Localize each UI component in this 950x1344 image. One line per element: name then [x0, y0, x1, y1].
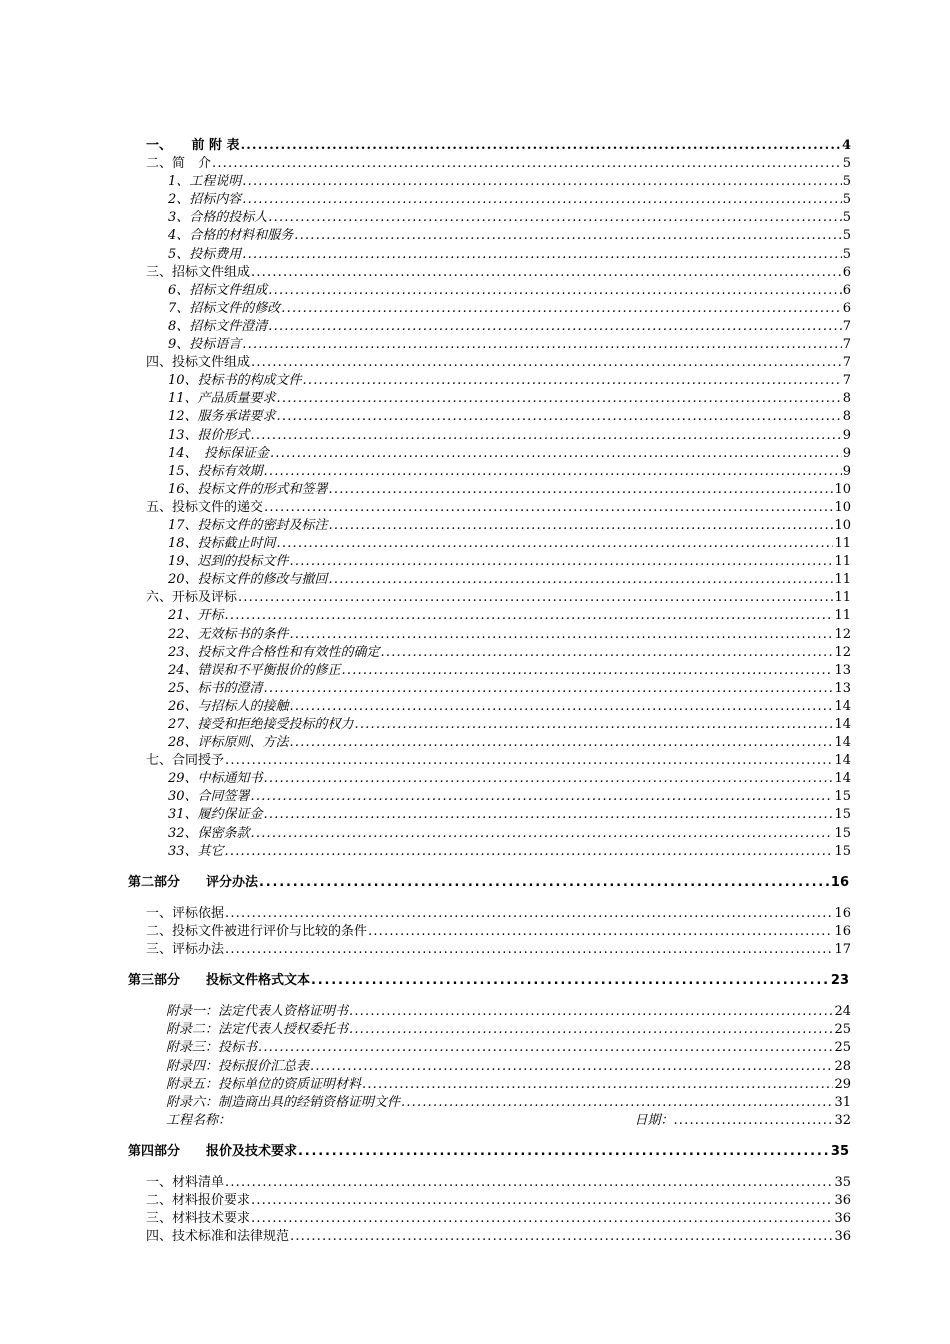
toc-dot-leader [264, 463, 842, 481]
toc-entry-page: 7 [842, 373, 851, 389]
toc-dot-leader [303, 372, 842, 390]
toc-entry-page: 7 [842, 337, 851, 353]
toc-dot-leader [242, 336, 841, 354]
toc-entry-page: 16 [834, 905, 851, 921]
toc-entry-part-4[interactable] [0, 1143, 849, 1161]
toc-entry-title: 二、材料报价要求 [146, 1193, 251, 1209]
toc-entry[interactable] [0, 535, 851, 553]
toc-entry-page: 15 [834, 843, 851, 859]
toc-entry-title: 第四部分 报价及技术要求 [128, 1143, 298, 1159]
toc-entry[interactable] [0, 427, 851, 445]
toc-entry-title: 6、招标文件组成 [168, 282, 268, 298]
toc-entry-title: 21、开标 [168, 608, 224, 624]
toc-entry-title: 16、投标文件的形式和签署 [168, 481, 328, 497]
toc-dot-leader [673, 1112, 833, 1130]
toc-entry-title: 28、评标原则、方法 [168, 735, 289, 751]
toc-dot-leader [268, 209, 841, 227]
toc-entry-title: 一、 前 附 表 [146, 138, 240, 153]
toc-entry-title: 工程名称： [166, 1112, 232, 1128]
toc-entry-page: 35 [830, 1143, 849, 1159]
toc-entry-title: 12、服务承诺要求 [168, 409, 276, 425]
toc-entry-title: 26、与招标人的接触 [168, 698, 289, 714]
toc-entry[interactable] [0, 662, 851, 680]
toc-entry[interactable] [0, 517, 851, 535]
toc-dot-leader [251, 264, 842, 282]
toc-entry[interactable] [0, 1076, 851, 1094]
toc-entry[interactable] [0, 445, 851, 463]
toc-entry-page: 16 [834, 923, 851, 939]
toc-dot-leader [242, 191, 841, 209]
toc-dot-leader [355, 716, 834, 734]
toc-dot-leader [241, 137, 841, 155]
toc-entry-title: 一、评标依据 [146, 905, 225, 921]
toc-entry-title: 27、接受和拒绝接受投标的权力 [168, 717, 354, 732]
toc-entry-section-5[interactable] [0, 499, 851, 517]
toc-entry[interactable] [0, 923, 851, 941]
toc-entry-title: 三、评标办法 [146, 942, 225, 958]
toc-entry-title: 23、投标文件合格性和有效性的确定 [168, 644, 380, 660]
toc-entry-title: 13、报价形式 [168, 427, 250, 443]
toc-dot-leader [251, 788, 834, 806]
toc-entry-title: 二、简 介 [146, 156, 212, 172]
toc-entry-section-2[interactable] [0, 155, 851, 173]
toc-dot-leader [329, 517, 834, 535]
toc-entry-page: 24 [834, 1004, 851, 1020]
toc-entry-title: 5、投标费用 [168, 246, 242, 262]
toc-entry-title: 附录四：投标报价汇总表 [166, 1058, 310, 1074]
toc-entry[interactable] [0, 246, 851, 264]
toc-entry[interactable] [0, 1058, 851, 1076]
toc-entry[interactable] [0, 336, 851, 354]
toc-dot-leader [264, 770, 834, 788]
toc-dot-leader [281, 300, 841, 318]
toc-entry[interactable] [0, 1210, 851, 1228]
toc-entry-page: 36 [834, 1211, 851, 1227]
toc-entry[interactable] [0, 1094, 851, 1112]
toc-entry-page: 28 [834, 1058, 851, 1074]
toc-dot-leader [251, 427, 842, 445]
toc-entry-page: 9 [842, 427, 851, 443]
toc-entry-section-7[interactable] [0, 752, 851, 770]
toc-entry-page: 11 [834, 608, 851, 624]
toc-entry-page: 36 [834, 1193, 851, 1209]
toc-entry-page: 36 [834, 1229, 851, 1245]
toc-entry[interactable] [0, 1192, 851, 1210]
toc-dot-leader [349, 1003, 833, 1021]
toc-dot-leader [290, 1228, 833, 1246]
toc-entry[interactable] [0, 734, 851, 752]
toc-entry-page: 11 [834, 536, 851, 552]
toc-entry-page: 13 [834, 662, 851, 678]
toc-entry[interactable] [0, 318, 851, 336]
toc-dot-leader [401, 1094, 833, 1112]
toc-entry-page: 31 [834, 1094, 851, 1110]
toc-entry-page: 14 [834, 771, 851, 787]
toc-dot-leader [264, 806, 834, 824]
toc-entry-section-4[interactable] [0, 354, 851, 372]
toc-dot-leader [268, 282, 841, 300]
toc-entry-title: 25、标书的澄清 [168, 680, 263, 696]
toc-entry-title: 29、中标通知书 [168, 771, 263, 787]
toc-entry[interactable] [0, 788, 851, 806]
toc-entry-page: 5 [842, 156, 851, 172]
toc-dot-leader [277, 535, 834, 553]
toc-entry-title: 20、投标文件的修改与撤回 [168, 572, 328, 588]
toc-dot-leader [381, 644, 834, 662]
toc-entry-title: 15、投标有效期 [168, 463, 263, 479]
toc-entry-title: 2、招标内容 [168, 192, 242, 208]
toc-entry[interactable] [0, 372, 851, 390]
toc-entry-page: 7 [842, 355, 851, 371]
toc-entry-page: 7 [842, 318, 851, 334]
toc-dot-leader [212, 155, 842, 173]
toc-dot-leader [258, 1039, 833, 1057]
toc-entry-part-2[interactable] [0, 874, 849, 892]
toc-entry[interactable] [0, 698, 851, 716]
toc-entry-page: 11 [834, 554, 851, 570]
toc-entry-page: 23 [830, 973, 849, 989]
toc-entry[interactable] [0, 282, 851, 300]
toc-dot-leader [310, 1058, 833, 1076]
toc-entry-title: 四、投标文件组成 [146, 355, 251, 371]
toc-entry-page: 4 [841, 138, 851, 153]
toc-entry-title: 22、无效标书的条件 [168, 626, 289, 642]
toc-entry-page: 10 [834, 517, 851, 533]
toc-entry-page: 32 [834, 1112, 851, 1128]
toc-dot-leader [251, 1192, 833, 1210]
toc-dot-leader [225, 941, 833, 959]
toc-entry[interactable] [0, 843, 851, 861]
toc-entry-part-3[interactable] [0, 972, 849, 990]
toc-entry-page: 25 [834, 1040, 851, 1056]
toc-entry-title: 3、合格的投标人 [168, 210, 268, 226]
toc-entry-section-1[interactable] [0, 137, 851, 155]
toc-entry[interactable] [0, 644, 851, 662]
toc-entry[interactable] [0, 209, 851, 227]
toc-dot-leader [225, 905, 833, 923]
toc-entry[interactable] [0, 553, 851, 571]
toc-dot-leader [264, 499, 833, 517]
toc-entry-title: 七、合同授予 [146, 753, 225, 769]
toc-dot-leader [270, 445, 842, 463]
toc-entry-page: 29 [834, 1076, 851, 1092]
toc-entry-title: 四、技术标准和法律规范 [146, 1229, 290, 1245]
toc-dot-leader [290, 553, 834, 571]
toc-dot-leader [329, 571, 834, 589]
toc-entry[interactable] [0, 390, 851, 408]
toc-entry-page: 10 [834, 499, 851, 515]
toc-dot-leader [225, 843, 834, 861]
toc-dot-leader [349, 1021, 833, 1039]
toc-entry-title: 六、开标及评标 [146, 590, 238, 606]
toc-dot-leader [242, 173, 841, 191]
toc-entry-title: 17、投标文件的密封及标注 [168, 517, 328, 533]
toc-entry[interactable] [0, 1174, 851, 1192]
toc-entry-title: 18、投标截止时间 [168, 536, 276, 552]
toc-entry-title: 10、投标书的构成文件 [168, 373, 302, 389]
toc-entry-page: 6 [842, 264, 851, 280]
toc-entry[interactable] [0, 905, 851, 923]
toc-dot-leader [342, 662, 834, 680]
toc-entry[interactable] [0, 1039, 851, 1057]
toc-entry-page: 11 [834, 572, 851, 588]
toc-entry[interactable] [0, 300, 851, 318]
toc-entry-page: 35 [834, 1174, 851, 1190]
toc-entry-title: 附录五：投标单位的资质证明材料 [166, 1076, 362, 1092]
toc-entry-title: 附录三：投标书 [166, 1040, 258, 1056]
toc-entry-page: 8 [842, 391, 851, 407]
toc-entry-title: 三、材料技术要求 [146, 1211, 251, 1227]
toc-entry[interactable] [0, 770, 851, 788]
toc-dot-leader [238, 589, 833, 607]
toc-entry-title: 8、招标文件澄清 [168, 318, 268, 334]
toc-entry-page: 11 [834, 590, 851, 606]
toc-entry-title: 二、投标文件被进行评价与比较的条件 [146, 923, 368, 939]
toc-entry-page: 14 [834, 735, 851, 751]
toc-entry-title: 第三部分 投标文件格式文本 [128, 973, 311, 989]
toc-entry[interactable] [0, 941, 851, 959]
toc-entry[interactable] [0, 1003, 851, 1021]
toc-dot-leader [242, 246, 841, 264]
toc-dot-leader [259, 874, 830, 892]
toc-entry-page: 25 [834, 1022, 851, 1038]
toc-entry-project-name-date[interactable] [0, 1112, 851, 1130]
toc-entry-page: 12 [834, 626, 851, 642]
toc-entry[interactable] [0, 1021, 851, 1039]
toc-entry-title: 32、保密条款 [168, 825, 250, 841]
toc-entry-title: 4、合格的材料和服务 [168, 228, 294, 244]
toc-entry-page: 14 [834, 753, 851, 769]
toc-entry-section-3[interactable] [0, 264, 851, 282]
toc-entry-title: 19、迟到的投标文件 [168, 554, 289, 570]
toc-entry-page: 10 [834, 481, 851, 497]
toc-entry[interactable] [0, 716, 851, 734]
toc-entry-title: 第二部分 评分办法 [128, 874, 259, 890]
toc-dot-leader [264, 680, 834, 698]
toc-dot-leader [225, 1174, 833, 1192]
toc-entry[interactable] [0, 463, 851, 481]
toc-entry[interactable] [0, 806, 851, 824]
toc-entry-title: 31、履约保证金 [168, 807, 263, 823]
toc-entry-title: 附录二：法定代表人授权委托书 [166, 1022, 349, 1038]
toc-entry-page: 16 [830, 874, 849, 890]
toc-entry[interactable] [0, 626, 851, 644]
toc-dot-leader [277, 390, 842, 408]
toc-dot-leader [251, 825, 834, 843]
toc-entry-page: 5 [842, 228, 851, 244]
table-of-contents [0, 137, 950, 1246]
toc-entry-page: 15 [834, 825, 851, 841]
toc-dot-leader [277, 408, 842, 426]
toc-entry-page: 5 [842, 192, 851, 208]
toc-dot-leader [251, 1210, 833, 1228]
toc-entry-page: 6 [842, 282, 851, 298]
toc-dot-leader [329, 481, 834, 499]
toc-entry-page: 5 [842, 210, 851, 226]
toc-entry-page: 6 [842, 300, 851, 316]
toc-entry[interactable] [0, 680, 851, 698]
toc-entry-page: 15 [834, 789, 851, 805]
toc-entry-title: 9、投标语言 [168, 337, 242, 353]
toc-entry-title: 33、其它 [168, 843, 224, 859]
toc-dot-leader [311, 972, 830, 990]
toc-entry-title: 1、工程说明 [168, 174, 242, 190]
toc-entry-title: 24、错误和不平衡报价的修正 [168, 662, 341, 678]
toc-entry-page: 8 [842, 409, 851, 425]
toc-dot-leader [268, 318, 841, 336]
toc-entry-title: 五、投标文件的递交 [146, 499, 264, 515]
toc-dot-leader [290, 734, 834, 752]
toc-entry-page: 12 [834, 644, 851, 660]
toc-entry-page: 14 [834, 698, 851, 714]
toc-entry-page: 17 [834, 942, 851, 958]
toc-entry-title: 14、 投标保证金 [168, 445, 270, 461]
toc-entry[interactable] [0, 481, 851, 499]
toc-entry-date-label: 日期： [634, 1112, 674, 1128]
toc-entry[interactable] [0, 1228, 851, 1246]
toc-entry-page: 14 [834, 717, 851, 732]
toc-entry-title: 附录一：法定代表人资格证明书 [166, 1004, 349, 1020]
toc-dot-leader [362, 1076, 833, 1094]
toc-entry[interactable] [0, 408, 851, 426]
toc-entry-title: 附录六：制造商出具的经销资格证明文件 [166, 1094, 401, 1110]
toc-entry[interactable] [0, 825, 851, 843]
toc-entry-title: 7、招标文件的修改 [168, 300, 281, 316]
toc-entry[interactable] [0, 227, 851, 245]
toc-entry-title: 三、招标文件组成 [146, 264, 251, 280]
toc-entry-page: 5 [842, 246, 851, 262]
toc-entry[interactable] [0, 173, 851, 191]
toc-dot-leader [290, 698, 834, 716]
toc-dot-leader [225, 607, 834, 625]
toc-entry-page: 15 [834, 807, 851, 823]
toc-dot-leader [294, 227, 841, 245]
toc-entry-page: 13 [834, 680, 851, 696]
toc-dot-leader [298, 1143, 830, 1161]
toc-entry-title: 11、产品质量要求 [168, 391, 276, 407]
toc-entry-page: 9 [842, 463, 851, 479]
toc-entry-page: 5 [842, 174, 851, 190]
toc-entry-section-6[interactable] [0, 589, 851, 607]
toc-entry[interactable] [0, 191, 851, 209]
toc-entry-title: 一、材料清单 [146, 1174, 225, 1190]
toc-entry-page: 9 [842, 445, 851, 461]
toc-dot-leader [225, 752, 833, 770]
toc-entry[interactable] [0, 607, 851, 625]
toc-dot-leader [251, 354, 842, 372]
toc-entry[interactable] [0, 571, 851, 589]
toc-dot-leader [290, 626, 834, 644]
toc-dot-leader [368, 923, 833, 941]
toc-entry-title: 30、合同签署 [168, 789, 250, 805]
